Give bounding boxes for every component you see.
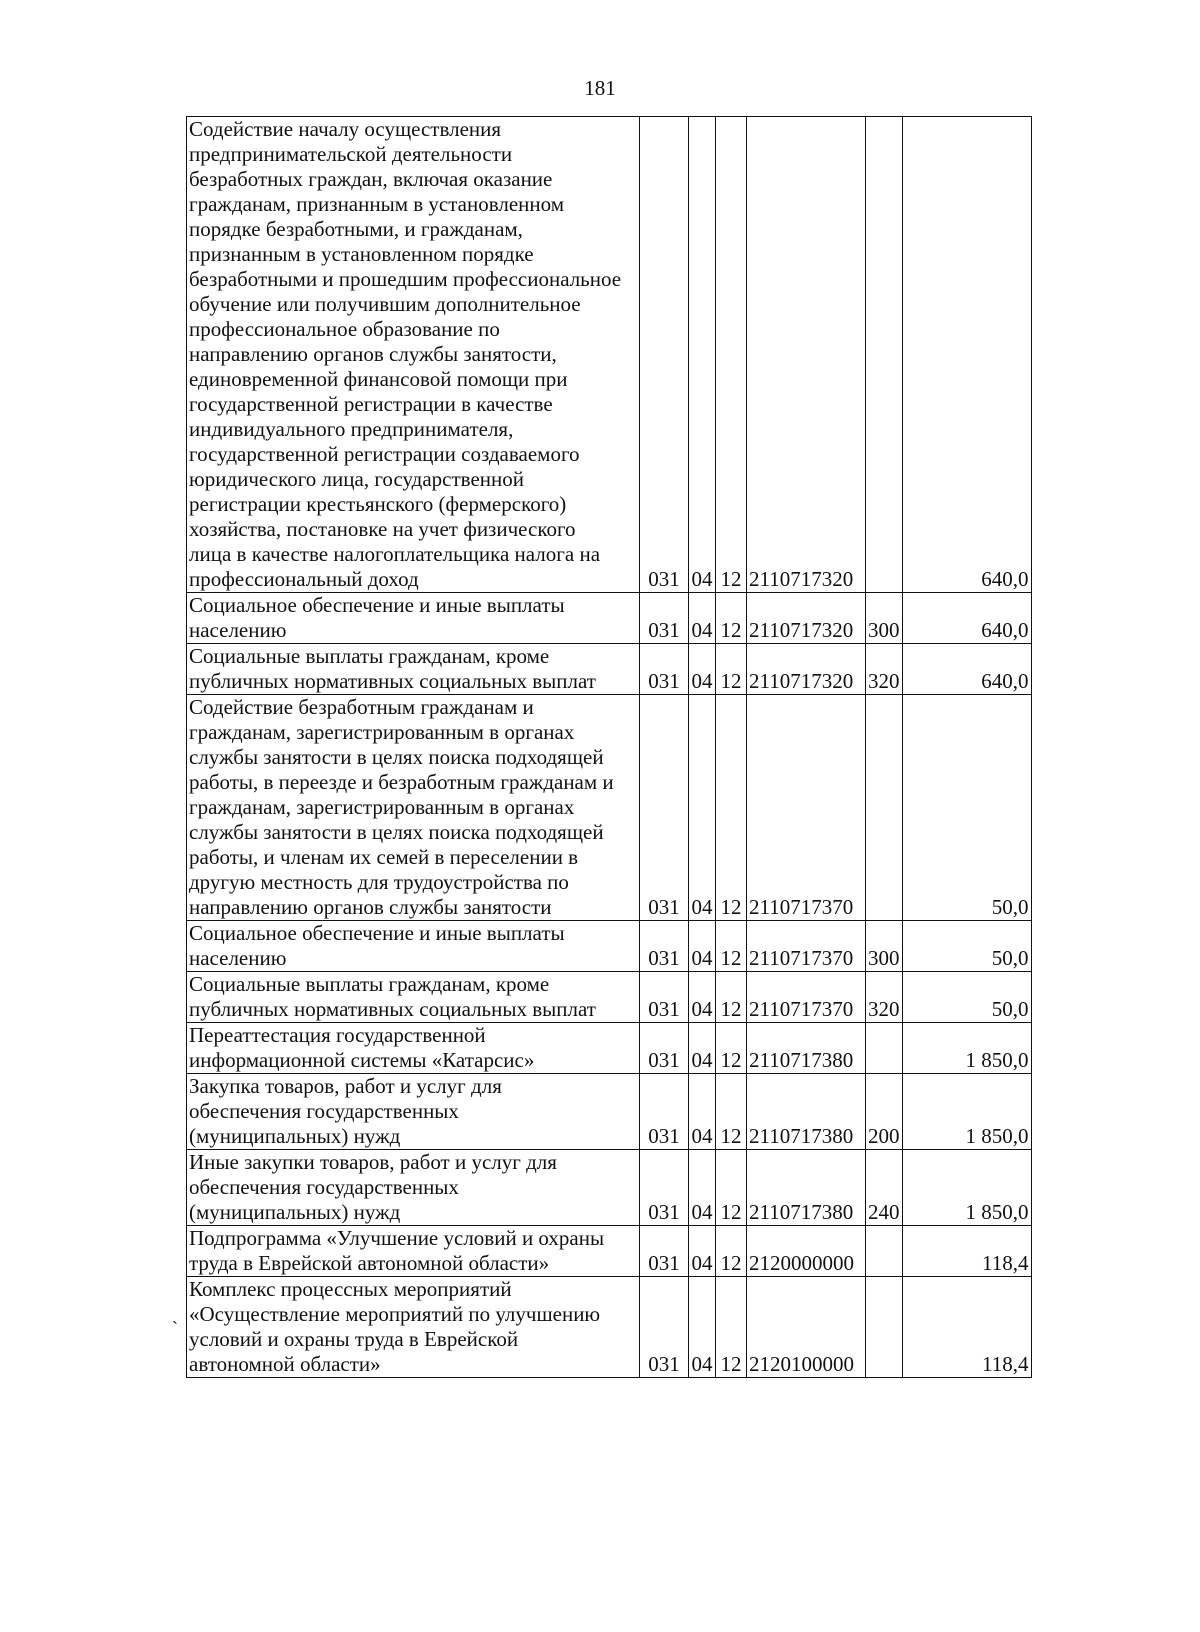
cell-target-article: 2110717380 — [747, 1150, 866, 1226]
cell-admin-code: 031 — [640, 644, 689, 695]
cell-section: 04 — [689, 1074, 716, 1150]
table-row — [187, 117, 1032, 593]
cell-target-article: 2110717370 — [747, 972, 866, 1023]
table-row — [187, 695, 1032, 921]
name-line: обеспечения государственных — [189, 1099, 459, 1123]
cell-name — [187, 1023, 640, 1074]
name-line: государственной регистрации в качестве — [189, 392, 553, 416]
name-line: юридического лица, государственной — [189, 467, 524, 491]
cell-expense-kind — [866, 1023, 903, 1074]
cell-name — [187, 695, 640, 921]
name-line: хозяйства, постановке на учет физического — [189, 517, 576, 541]
cell-section: 04 — [689, 644, 716, 695]
cell-admin-code: 031 — [640, 1150, 689, 1226]
cell-name — [187, 117, 640, 593]
stray-mark: ` — [172, 1318, 178, 1338]
name-line: населению — [189, 618, 287, 642]
cell-sum: 118,4 — [902, 1277, 1031, 1378]
name-line: информационной системы «Катарсис» — [189, 1048, 535, 1072]
table-row — [187, 593, 1032, 644]
cell-name — [187, 1277, 640, 1378]
name-line: Содействие началу осуществления — [189, 117, 502, 141]
cell-sum: 50,0 — [902, 921, 1031, 972]
cell-admin-code: 031 — [640, 972, 689, 1023]
name-line: регистрации крестьянского (фермерского) — [189, 492, 567, 516]
cell-target-article: 2120000000 — [747, 1226, 866, 1277]
cell-section: 04 — [689, 1150, 716, 1226]
table-row — [187, 1023, 1032, 1074]
cell-subsection: 12 — [716, 1226, 747, 1277]
cell-admin-code: 031 — [640, 1023, 689, 1074]
cell-section: 04 — [689, 972, 716, 1023]
cell-admin-code: 031 — [640, 1277, 689, 1378]
cell-sum: 50,0 — [902, 695, 1031, 921]
name-line: единовременной финансовой помощи при — [189, 367, 568, 391]
cell-target-article: 2110717380 — [747, 1074, 866, 1150]
cell-sum: 640,0 — [902, 644, 1031, 695]
cell-name — [187, 593, 640, 644]
cell-subsection: 12 — [716, 593, 747, 644]
name-line: обеспечения государственных — [189, 1175, 459, 1199]
cell-name — [187, 921, 640, 972]
name-line: обучение или получившим дополнительное — [189, 292, 581, 316]
cell-subsection: 12 — [716, 117, 747, 593]
name-line: профессиональный доход — [189, 567, 419, 591]
table-row — [187, 921, 1032, 972]
cell-sum: 1 850,0 — [902, 1023, 1031, 1074]
name-line: работы, и членам их семей в переселении в — [189, 845, 579, 869]
name-line: признанным в установленном порядке — [189, 242, 534, 266]
name-line: безработных граждан, включая оказание — [189, 167, 553, 191]
name-line: профессиональное образование по — [189, 317, 500, 341]
name-line: (муниципальных) нужд — [189, 1200, 401, 1224]
name-line: публичных нормативных социальных выплат — [189, 997, 596, 1021]
cell-section: 04 — [689, 1226, 716, 1277]
cell-expense-kind — [866, 117, 903, 593]
budget-table — [186, 116, 1032, 1378]
cell-section: 04 — [689, 1277, 716, 1378]
cell-admin-code: 031 — [640, 117, 689, 593]
cell-expense-kind: 300 — [866, 593, 903, 644]
table-row — [187, 644, 1032, 695]
cell-target-article: 2110717380 — [747, 1023, 866, 1074]
cell-section: 04 — [689, 1023, 716, 1074]
table-row — [187, 1277, 1032, 1378]
cell-name — [187, 1226, 640, 1277]
name-line: Социальное обеспечение и иные выплаты — [189, 593, 565, 617]
name-line: безработными и прошедшим профессиональное — [189, 267, 622, 291]
name-line: гражданам, зарегистрированным в органах — [189, 795, 575, 819]
cell-expense-kind — [866, 695, 903, 921]
cell-target-article: 2110717320 — [747, 117, 866, 593]
name-line: Социальное обеспечение и иные выплаты — [189, 921, 565, 945]
cell-section: 04 — [689, 593, 716, 644]
name-line: условий и охраны труда в Еврейской — [189, 1327, 519, 1351]
name-line: гражданам, признанным в установленном — [189, 192, 565, 216]
cell-subsection: 12 — [716, 1023, 747, 1074]
name-line: населению — [189, 946, 287, 970]
page-number: 181 — [584, 76, 616, 100]
cell-admin-code: 031 — [640, 695, 689, 921]
cell-sum: 1 850,0 — [902, 1074, 1031, 1150]
cell-sum: 50,0 — [902, 972, 1031, 1023]
budget-table-body — [187, 117, 1032, 1378]
name-line: Социальные выплаты гражданам, кроме — [189, 972, 550, 996]
table-row — [187, 1226, 1032, 1277]
name-line: службы занятости в целях поиска подходящей — [189, 820, 604, 844]
name-line: лица в качестве налогоплательщика налога на — [189, 542, 601, 566]
name-line: Содействие безработным гражданам и — [189, 695, 534, 719]
name-line: предпринимательской деятельности — [189, 142, 513, 166]
cell-name — [187, 1150, 640, 1226]
name-line: Переаттестация государственной — [189, 1023, 486, 1047]
cell-target-article: 2110717320 — [747, 644, 866, 695]
table-row — [187, 1074, 1032, 1150]
cell-subsection: 12 — [716, 921, 747, 972]
name-line: Социальные выплаты гражданам, кроме — [189, 644, 550, 668]
cell-expense-kind: 300 — [866, 921, 903, 972]
name-line: Закупка товаров, работ и услуг для — [189, 1074, 502, 1098]
cell-target-article: 2110717370 — [747, 921, 866, 972]
cell-sum: 640,0 — [902, 593, 1031, 644]
cell-expense-kind: 240 — [866, 1150, 903, 1226]
cell-admin-code: 031 — [640, 1226, 689, 1277]
cell-sum: 118,4 — [902, 1226, 1031, 1277]
name-line: направлению органов службы занятости, — [189, 342, 557, 366]
cell-target-article: 2120100000 — [747, 1277, 866, 1378]
cell-expense-kind — [866, 1277, 903, 1378]
name-line: (муниципальных) нужд — [189, 1124, 401, 1148]
name-line: порядке безработными, и гражданам, — [189, 217, 523, 241]
cell-subsection: 12 — [716, 1150, 747, 1226]
name-line: направлению органов службы занятости — [189, 895, 552, 919]
cell-name — [187, 1074, 640, 1150]
cell-name — [187, 644, 640, 695]
cell-section: 04 — [689, 117, 716, 593]
cell-subsection: 12 — [716, 1277, 747, 1378]
name-line: Комплекс процессных мероприятий — [189, 1277, 512, 1301]
name-line: гражданам, зарегистрированным в органах — [189, 720, 575, 744]
cell-admin-code: 031 — [640, 1074, 689, 1150]
cell-target-article: 2110717370 — [747, 695, 866, 921]
name-line: другую местность для трудоустройства по — [189, 870, 569, 894]
cell-name — [187, 972, 640, 1023]
cell-expense-kind — [866, 1226, 903, 1277]
cell-expense-kind: 320 — [866, 644, 903, 695]
cell-subsection: 12 — [716, 644, 747, 695]
name-line: работы, в переезде и безработным гражданам и — [189, 770, 614, 794]
name-line: автономной области» — [189, 1352, 381, 1376]
name-line: труда в Еврейской автономной области» — [189, 1251, 550, 1275]
cell-expense-kind: 200 — [866, 1074, 903, 1150]
name-line: службы занятости в целях поиска подходящей — [189, 745, 604, 769]
name-line: Подпрограмма «Улучшение условий и охраны — [189, 1226, 605, 1250]
name-line: публичных нормативных социальных выплат — [189, 669, 596, 693]
table-row — [187, 1150, 1032, 1226]
cell-admin-code: 031 — [640, 921, 689, 972]
name-line: «Осуществление мероприятий по улучшению — [189, 1302, 601, 1326]
name-line: индивидуального предпринимателя, — [189, 417, 514, 441]
cell-target-article: 2110717320 — [747, 593, 866, 644]
cell-sum: 640,0 — [902, 117, 1031, 593]
cell-section: 04 — [689, 921, 716, 972]
cell-subsection: 12 — [716, 972, 747, 1023]
name-line: Иные закупки товаров, работ и услуг для — [189, 1150, 557, 1174]
table-row — [187, 972, 1032, 1023]
cell-admin-code: 031 — [640, 593, 689, 644]
cell-subsection: 12 — [716, 695, 747, 921]
cell-subsection: 12 — [716, 1074, 747, 1150]
cell-expense-kind: 320 — [866, 972, 903, 1023]
cell-sum: 1 850,0 — [902, 1150, 1031, 1226]
cell-section: 04 — [689, 695, 716, 921]
name-line: государственной регистрации создаваемого — [189, 442, 580, 466]
